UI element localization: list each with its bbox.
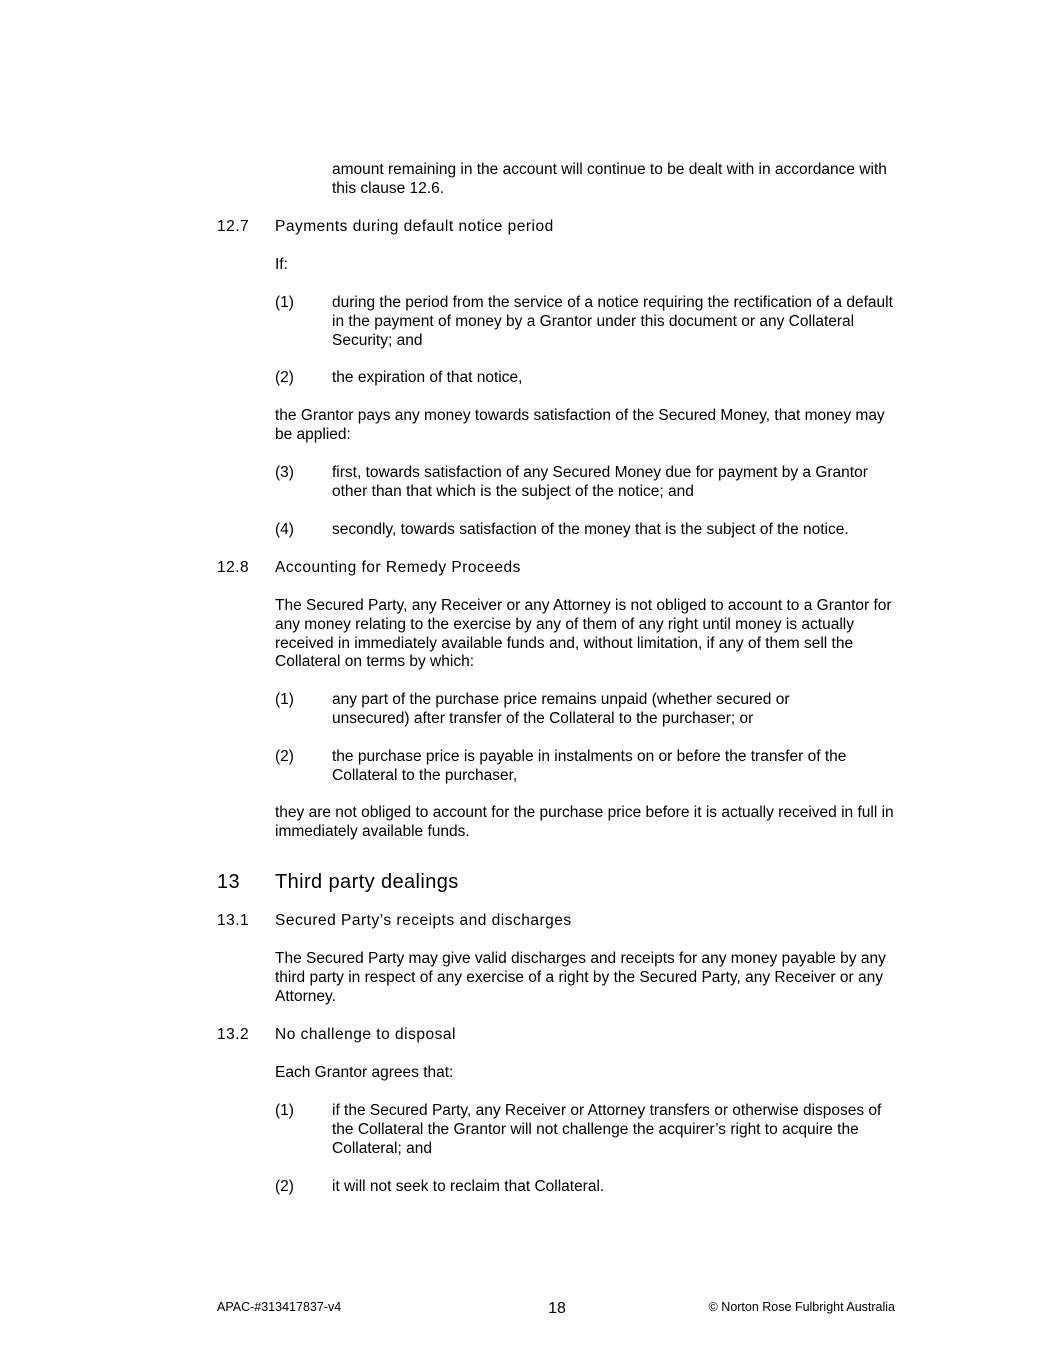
footer-copyright: © Norton Rose Fulbright Australia — [708, 1300, 895, 1314]
clause-12-8-closing-paragraph: they are not obliged to account for the purchase price before it is actually received in full in immediately available funds. — [275, 804, 894, 840]
clause-13-2-item-1-text: if the Secured Party, any Receiver or Attorney transfers or otherwise disposes of the Collateral the Grantor will not challenge the acquirer’s right to acquire the Collateral; and — [332, 1102, 882, 1157]
clause-12-7-item-2-text: the expiration of that notice, — [332, 369, 523, 386]
clause-12-8-item-2-text: the purchase price is payable in instalments on or before the transfer of the Collateral to the purchaser, — [332, 748, 847, 784]
section-13-number: 13 — [217, 871, 241, 893]
clause-12-7-item-1-label: (1) — [275, 294, 294, 311]
clause-13-1-number: 13.1 — [217, 912, 250, 929]
clause-12-7-item-4-text: secondly, towards satisfaction of the money that is the subject of the notice. — [332, 521, 849, 538]
clause-12-7-number: 12.7 — [217, 218, 250, 235]
clause-12-8-item-1-label: (1) — [275, 691, 294, 708]
footer-page-number: 18 — [548, 1300, 566, 1317]
clause-13-2-item-1-label: (1) — [275, 1102, 294, 1119]
clause-13-2-title: No challenge to disposal — [275, 1026, 456, 1043]
clause-12-8-intro: The Secured Party, any Receiver or any Attorney is not obliged to account to a Grantor for any money relating to the exercise by any of them of any right until money is actually received in immediately available funds and, without limitation, if any of them sell the Collateral on terms by which: — [275, 597, 892, 671]
clause-12-7-item-2-label: (2) — [275, 369, 294, 386]
clause-12-7-title: Payments during default notice period — [275, 218, 554, 235]
clause-12-7-intro: If: — [275, 256, 288, 273]
clause-12-7-item-4-label: (4) — [275, 521, 294, 538]
clause-12-8-item-1-text: any part of the purchase price remains unpaid (whether secured or unsecured) after transfer of the Collateral to the purchaser; or — [332, 691, 790, 727]
clause-12-8-item-2-label: (2) — [275, 748, 294, 765]
clause-13-2-number: 13.2 — [217, 1026, 250, 1043]
footer-doc-ref: APAC-#313417837-v4 — [217, 1300, 342, 1314]
clause-12-7-item-1-text: during the period from the service of a notice requiring the rectification of a default in the payment of money by a Grantor under this document or any Collateral Security; and — [332, 294, 893, 349]
clause-13-2-intro: Each Grantor agrees that: — [275, 1064, 454, 1081]
clause-13-1-body: The Secured Party may give valid discharges and receipts for any money payable by any third party in respect of any exercise of a right by the Secured Party, any Receiver or any Attorney. — [275, 950, 886, 1005]
clause-12-8-title: Accounting for Remedy Proceeds — [275, 559, 521, 576]
clause-13-1-title: Secured Party’s receipts and discharges — [275, 912, 572, 929]
clause-12-7-item-3-label: (3) — [275, 464, 294, 481]
clause-12-8-number: 12.8 — [217, 559, 250, 576]
clause-12-7-item-3-text: first, towards satisfaction of any Secured Money due for payment by a Grantor other than that which is the subject of the notice; and — [332, 464, 868, 500]
clause-13-2-item-2-text: it will not seek to reclaim that Collateral. — [332, 1178, 605, 1195]
section-13-title: Third party dealings — [275, 871, 459, 893]
continuation-paragraph: amount remaining in the account will continue to be dealt with in accordance with this clause 12.6. — [332, 161, 887, 197]
clause-12-7-middle-paragraph: the Grantor pays any money towards satisfaction of the Secured Money, that money may be applied: — [275, 407, 885, 443]
clause-13-2-item-2-label: (2) — [275, 1178, 294, 1195]
